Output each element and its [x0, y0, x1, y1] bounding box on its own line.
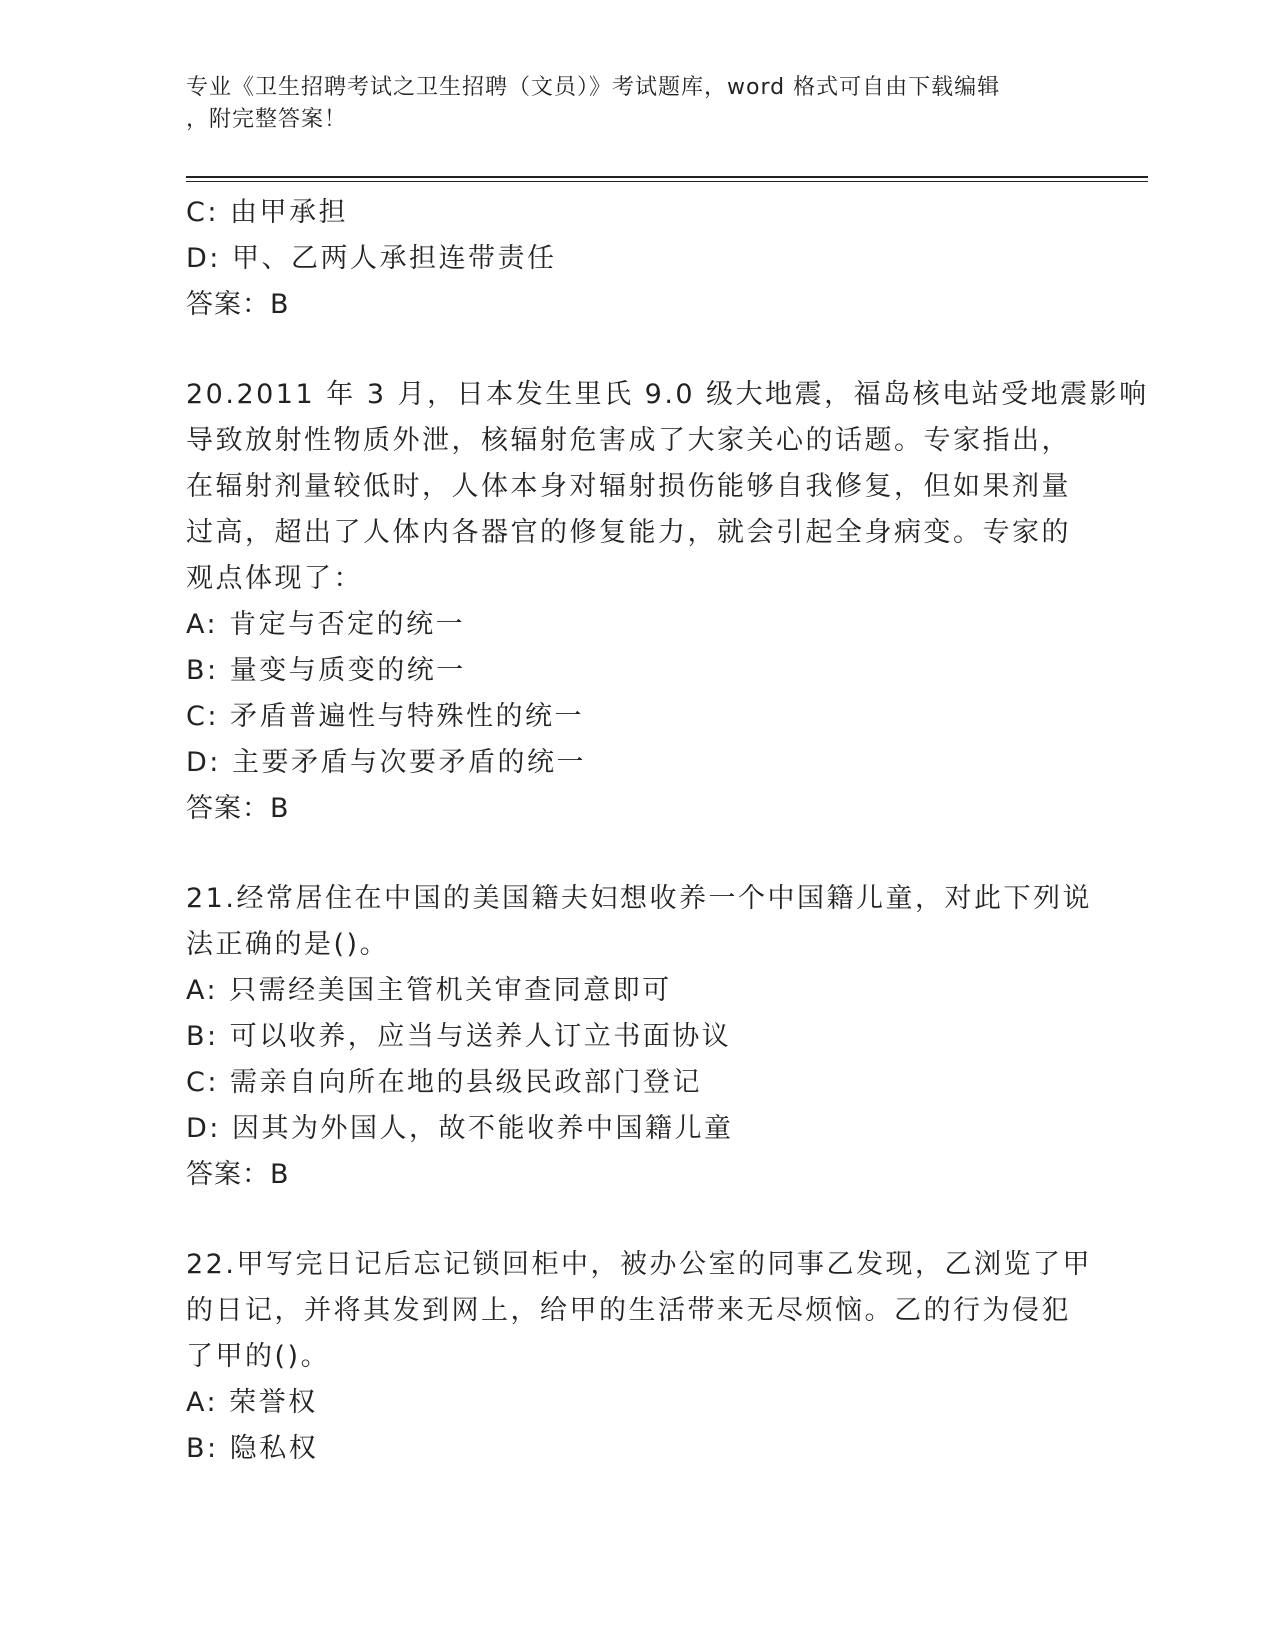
option-d: D: 主要矛盾与次要矛盾的统一 — [186, 747, 586, 778]
option-d: D: 甲、乙两人承担连带责任 — [186, 243, 557, 274]
question-text-line: 在辐射剂量较低时，人体本身对辐射损伤能够自我修复，但如果剂量 — [186, 471, 1071, 502]
option-a: A: 只需经美国主管机关审查同意即可 — [186, 975, 672, 1006]
answer-line: 答案：B — [186, 289, 290, 320]
option-b: B: 可以收养，应当与送养人订立书面协议 — [186, 1021, 732, 1052]
option-c: C: 由甲承担 — [186, 197, 349, 228]
question-text-line: 观点体现了： — [186, 563, 363, 594]
question-20 — [186, 372, 1149, 832]
header-divider-thin — [186, 181, 1148, 182]
page-header — [186, 72, 1066, 136]
header-line-2: ，附完整答案！ — [186, 107, 348, 132]
answer-line: 答案：B — [186, 1159, 290, 1190]
option-a: A: 荣誉权 — [186, 1387, 318, 1418]
header-divider-thick — [186, 176, 1148, 178]
option-c: C: 需亲自向所在地的县级民政部门登记 — [186, 1067, 703, 1098]
answer-line: 答案：B — [186, 793, 290, 824]
option-b: B: 量变与质变的统一 — [186, 655, 466, 686]
option-c: C: 矛盾普遍性与特殊性的统一 — [186, 701, 585, 732]
option-b: B: 隐私权 — [186, 1433, 319, 1464]
question-text-line: 21.经常居住在中国的美国籍夫妇想收养一个中国籍儿童，对此下列说 — [186, 883, 1092, 914]
question-text-line: 20.2011 年 3 月，日本发生里氏 9.0 级大地震，福岛核电站受地震影响 — [186, 379, 1149, 410]
spacer — [186, 1198, 1086, 1242]
question-text-line: 导致放射性物质外泄，核辐射危害成了大家关心的话题。专家指出， — [186, 425, 1071, 456]
question-text-line: 了甲的()。 — [186, 1341, 331, 1372]
question-22 — [186, 1242, 1092, 1472]
question-text-line: 22.甲写完日记后忘记锁回柜中，被办公室的同事乙发现，乙浏览了甲 — [186, 1249, 1092, 1280]
question-text-line: 的日记，并将其发到网上，给甲的生活带来无尽烦恼。乙的行为侵犯 — [186, 1295, 1071, 1326]
question-text-line: 过高，超出了人体内各器官的修复能力，就会引起全身病变。专家的 — [186, 517, 1071, 548]
question-21 — [186, 876, 1092, 1198]
question-19-tail — [186, 190, 1086, 328]
option-d: D: 因其为外国人，故不能收养中国籍儿童 — [186, 1113, 734, 1144]
question-list — [186, 190, 1149, 1472]
spacer — [186, 328, 1086, 372]
header-line-1: 专业《卫生招聘考试之卫生招聘（文员）》考试题库，word 格式可自由下载编辑 — [186, 75, 1001, 100]
question-text-line: 法正确的是()。 — [186, 929, 390, 960]
spacer — [186, 832, 1086, 876]
option-a: A: 肯定与否定的统一 — [186, 609, 466, 640]
